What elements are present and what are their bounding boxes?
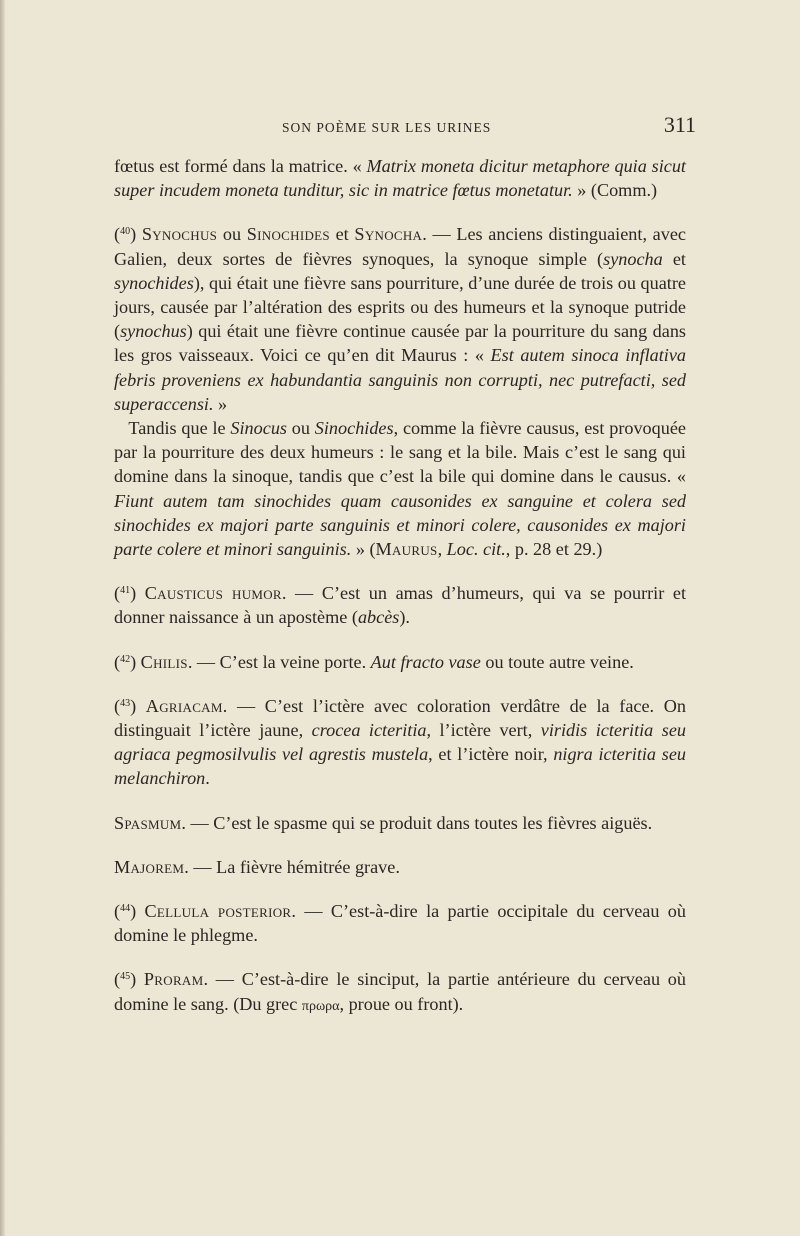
note-number: 43	[120, 697, 131, 709]
text-span: ) qui était une fièvre continue causée par la pourriture du sang dans les gros vaisseaux. Voici ce qu’en dit Maurus : «	[114, 321, 686, 366]
text-span: » (	[351, 539, 376, 560]
text-span: . — Les anciens distinguaient, avec Galien, deux sortes de fièvres synoques, la synoque simple (	[114, 224, 686, 269]
note-heading: Synocha	[354, 224, 423, 245]
text-span: » (Comm.)	[572, 180, 658, 201]
note-heading: Synochus	[141, 224, 218, 245]
note-heading: Agriacam	[145, 695, 223, 716]
paragraph-continuation	[114, 154, 686, 202]
latin-quote: Fiunt autem tam sinochides quam causonides ex sanguine et colera sed sinochides ex majori parte sanguinis et minori colere, causonides ex majori parte colere et minori sanguinis.	[114, 490, 686, 560]
latin-quote: Est autem sinoca inflativa febris proveniens ex habundantia sanguinis non corrupti, nec putrefacti, sed superaccensi.	[114, 345, 687, 414]
italic-term: abcès	[357, 607, 400, 628]
text-span: . — La fièvre hémitrée grave.	[184, 856, 400, 877]
text-span: ), qui était une fièvre sans pourriture, d’une durée de trois ou quatre jours, causée par l’altération des esprits ou des humeurs et la synoque putride (	[114, 272, 686, 342]
note-45: ($^{45}$) Proram. — C’est-à-dire le sinciput, la partie antérieure du cerveau où domine le sang. (Du grec πρωρα, proue ou front).	[114, 969, 686, 1014]
citation: Loc. cit.	[446, 539, 506, 560]
italic-term: synocha	[603, 248, 663, 269]
italic-term: synochides	[114, 272, 194, 293]
text-span: . — C’est le spasme qui se produit dans toutes les fièvres aiguës.	[181, 812, 653, 833]
italic-term: Sinochides	[314, 418, 394, 439]
entry-spasmum	[114, 811, 686, 835]
text-span: .	[205, 768, 210, 789]
note-number: 42	[120, 653, 131, 665]
text-span: ou	[217, 224, 247, 245]
text-span: et	[329, 224, 355, 245]
italic-term: nigra icteritia seu melanchiron	[114, 744, 686, 789]
text-span: , p. 28 et 29.)	[505, 539, 603, 560]
text-span: . — C’est un amas d’humeurs, qui va se pourrir et donner naissance à un apostème (	[114, 583, 687, 628]
note-44: ($^{44}$) Cellula posterior. — C’est-à-dire la partie occipitale du cerveau où domine le phlegme.	[114, 901, 686, 946]
note-number: 45	[120, 971, 131, 983]
entry-majorem	[114, 855, 686, 879]
note-heading: Sinochides	[246, 224, 330, 245]
note-heading: Causticus humor	[144, 583, 282, 604]
text-span: . — C’est la veine porte.	[187, 651, 371, 672]
note-heading: Proram	[143, 969, 204, 990]
greek-word: πρωρα	[301, 998, 340, 1014]
italic-term: Aut fracto vase	[370, 651, 481, 672]
note-heading: Chilis	[140, 651, 188, 672]
text-span: »	[213, 393, 228, 414]
note-heading: Cellula posterior	[144, 901, 292, 922]
note-heading: Spasmum	[114, 812, 182, 833]
note-number: 41	[120, 585, 131, 597]
italic-term: synochus	[120, 321, 187, 342]
italic-term: crocea icteritia	[311, 720, 427, 741]
text-span: ).	[399, 607, 410, 628]
text-span: . — C’est l’ictère avec coloration verdâtre de la face. On distinguait l’ictère jaune,	[114, 695, 686, 741]
text-span: et	[662, 248, 686, 269]
note-40: ($^{40}$) Synochus ou Sinochides et Synocha. — Les anciens distinguaient, avec Galien, deux sortes de fièvres synoques, la synoque simple (synocha et synochides), qui était une fièvre sans pourriture, d’une durée de trois ou quatre jours, causée par l’altération des esprits ou des humeurs et la synoque putride (synochus) qui était une fièvre continue causée par la pourriture du sang dans les gros vaisseaux. Voici ce qu’en dit Maurus : « Est autem sinoca inflativa febris proveniens ex habundantia sanguinis non corrupti, nec putrefacti, sed superaccensi. »	[114, 224, 687, 414]
latin-quote: Matrix moneta dicitur metaphore quia sicut super incudem moneta tunditur, sic in matrice fœtus monetatur.	[114, 156, 686, 201]
text-span: Tandis que le	[128, 418, 231, 439]
note-heading: Majorem	[114, 856, 185, 877]
text-span: , proue ou front).	[339, 993, 464, 1014]
text-span: ou toute autre veine.	[480, 651, 634, 672]
text-span: . — C’est-à-dire le sinciput, la partie antérieure du cerveau où domine le sang. (Du grec	[114, 969, 686, 1014]
author-name: Maurus	[375, 539, 438, 560]
note-40-continued	[114, 416, 686, 561]
body-text	[114, 154, 686, 1039]
note-number: 40	[120, 226, 131, 238]
text-span: fœtus est formé dans la matrice. «	[114, 156, 367, 176]
running-title: SON POÈME SUR LES URINES	[282, 120, 492, 135]
text-span: , l’ictère vert,	[426, 720, 541, 741]
italic-term: viridis icteritia seu agriaca pegmosilvulis vel agrestis mustela	[114, 720, 686, 765]
note-41: ($^{41}$) Causticus humor. — C’est un amas d’humeurs, qui va se pourrir et donner naissance à un apostème (abcès).	[114, 583, 687, 628]
italic-term: Sinocus	[230, 418, 287, 439]
note-43: ($^{43}$) Agriacam. — C’est l’ictère avec coloration verdâtre de la face. On distinguait l’ictère jaune, crocea icteritia, l’ictère vert, viridis icteritia seu agriaca pegmosilvulis vel agrestis mustela, et l’ictère noir, nigra icteritia seu melanchiron.	[114, 695, 686, 789]
page-number: 311	[663, 112, 696, 137]
text-span: . — C’est-à-dire la partie occipitale du cerveau où domine le phlegme.	[114, 901, 686, 946]
text-span: ou	[287, 418, 315, 439]
text-span: ,	[437, 539, 447, 560]
page-edge-shadow	[0, 0, 5, 1236]
note-number: 44	[120, 903, 131, 915]
text-span: , et l’ictère noir,	[428, 744, 554, 765]
text-span: , comme la fièvre causus, est provoquée par la pourriture des deux humeurs : le sang et la bile. Mais c’est le sang qui domine dans la sinoque, tandis que c’est la bile qui domine dans le causus. «	[114, 418, 686, 487]
note-42: ($^{42}$) Chilis. — C’est la veine porte. Aut fracto vase ou toute autre veine.	[114, 651, 634, 672]
page-header	[110, 112, 700, 142]
